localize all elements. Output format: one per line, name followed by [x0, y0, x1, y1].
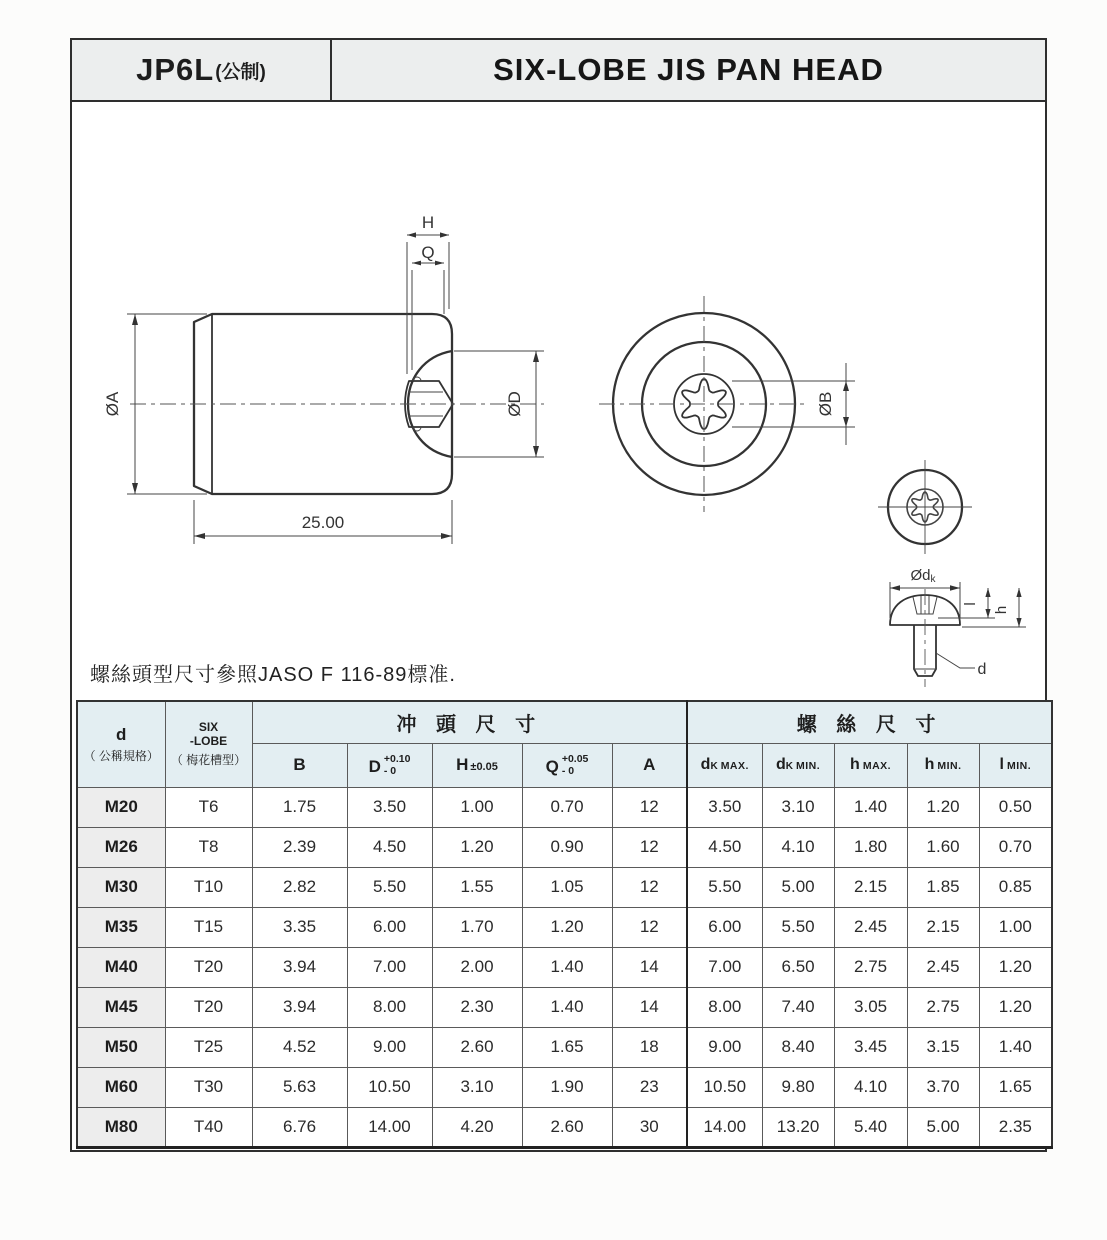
- product-code-cell: [72, 40, 332, 100]
- dim-l: l: [962, 602, 979, 606]
- cell-h-min: 1.85: [907, 867, 979, 907]
- table-row: [77, 787, 1052, 827]
- cell-Q: 1.05: [522, 867, 612, 907]
- cell-Q: 1.90: [522, 1067, 612, 1107]
- dim-dia-d: ØD: [505, 391, 524, 417]
- table-row: [77, 947, 1052, 987]
- cell-h-min: 1.60: [907, 827, 979, 867]
- col-header-dk-min: dK MIN.: [762, 743, 834, 787]
- cell-nominal-size: M80: [77, 1107, 165, 1147]
- cell-h-max: 1.40: [834, 787, 907, 827]
- cell-A: 12: [612, 907, 687, 947]
- dim-h-small: h: [993, 605, 1010, 615]
- cell-h-min: 2.15: [907, 907, 979, 947]
- screw-detail: [878, 460, 1026, 687]
- cell-lobe-size: T40: [165, 1107, 252, 1147]
- cell-b: 3.94: [252, 987, 347, 1027]
- cell-A: 23: [612, 1067, 687, 1107]
- cell-nominal-size: M60: [77, 1067, 165, 1107]
- col-header-A: A: [612, 743, 687, 787]
- cell-lobe-size: T8: [165, 827, 252, 867]
- cell-A: 14: [612, 987, 687, 1027]
- cell-D: 5.50: [347, 867, 432, 907]
- cell-dk-min: 5.50: [762, 907, 834, 947]
- cell-l-min: 1.00: [979, 907, 1052, 947]
- cell-D: 6.00: [347, 907, 432, 947]
- cell-h-min: 3.15: [907, 1027, 979, 1067]
- cell-dk-min: 9.80: [762, 1067, 834, 1107]
- cell-h-max: 5.40: [834, 1107, 907, 1147]
- cell-lobe-size: T15: [165, 907, 252, 947]
- cell-D: 10.50: [347, 1067, 432, 1107]
- cell-h-max: 3.05: [834, 987, 907, 1027]
- cell-dk-max: 5.50: [687, 867, 762, 907]
- cell-l-min: 1.65: [979, 1067, 1052, 1107]
- title-bar: [72, 40, 1045, 102]
- cell-H: 2.60: [432, 1027, 522, 1067]
- cell-b: 5.63: [252, 1067, 347, 1107]
- cell-Q: 1.20: [522, 907, 612, 947]
- cell-b: 6.76: [252, 1107, 347, 1147]
- table-row: [77, 1107, 1052, 1147]
- cell-h-min: 2.45: [907, 947, 979, 987]
- cell-dk-max: 7.00: [687, 947, 762, 987]
- table-row: [77, 867, 1052, 907]
- cell-l-min: 0.85: [979, 867, 1052, 907]
- col-header-D: D +0.10 - 0: [347, 743, 432, 787]
- table-row: [77, 1027, 1052, 1067]
- cell-nominal-size: M45: [77, 987, 165, 1027]
- col-header-dk-max: dK MAX.: [687, 743, 762, 787]
- cell-D: 4.50: [347, 827, 432, 867]
- cell-D: 14.00: [347, 1107, 432, 1147]
- cell-D: 3.50: [347, 787, 432, 827]
- cell-Q: 2.60: [522, 1107, 612, 1147]
- cell-H: 1.00: [432, 787, 522, 827]
- cell-l-min: 2.35: [979, 1107, 1052, 1147]
- cell-H: 2.30: [432, 987, 522, 1027]
- cell-nominal-size: M30: [77, 867, 165, 907]
- cell-h-min: 2.75: [907, 987, 979, 1027]
- cell-H: 2.00: [432, 947, 522, 987]
- product-code: JP6L: [136, 52, 215, 87]
- cell-H: 1.55: [432, 867, 522, 907]
- group-header-screw: 螺 絲 尺 寸: [687, 701, 1052, 743]
- cell-dk-max: 14.00: [687, 1107, 762, 1147]
- cell-H: 4.20: [432, 1107, 522, 1147]
- cell-b: 2.82: [252, 867, 347, 907]
- cell-A: 12: [612, 827, 687, 867]
- cell-b: 1.75: [252, 787, 347, 827]
- col-header-l-min: l MIN.: [979, 743, 1052, 787]
- table-row: [77, 987, 1052, 1027]
- dim-h: H: [421, 213, 435, 232]
- cell-lobe-size: T20: [165, 947, 252, 987]
- cell-l-min: 0.50: [979, 787, 1052, 827]
- cell-h-max: 1.80: [834, 827, 907, 867]
- cell-dk-min: 7.40: [762, 987, 834, 1027]
- cell-D: 9.00: [347, 1027, 432, 1067]
- cell-lobe-size: T6: [165, 787, 252, 827]
- cell-b: 3.94: [252, 947, 347, 987]
- cell-dk-max: 8.00: [687, 987, 762, 1027]
- standard-note: 螺絲頭型尺寸參照JASO F 116-89標准.: [90, 664, 456, 686]
- cell-D: 8.00: [347, 987, 432, 1027]
- technical-drawing: [72, 102, 1045, 699]
- col-header-six-lobe: SIX -LOBE （ 梅花槽型）: [165, 701, 252, 787]
- cell-A: 12: [612, 867, 687, 907]
- cell-lobe-size: T20: [165, 987, 252, 1027]
- cell-A: 30: [612, 1107, 687, 1147]
- cell-A: 14: [612, 947, 687, 987]
- cell-Q: 0.70: [522, 787, 612, 827]
- cell-h-max: 2.45: [834, 907, 907, 947]
- cell-Q: 1.40: [522, 987, 612, 1027]
- cell-h-max: 3.45: [834, 1027, 907, 1067]
- punch-side-view: [103, 213, 544, 544]
- cell-h-min: 5.00: [907, 1107, 979, 1147]
- cell-b: 2.39: [252, 827, 347, 867]
- dim-q: Q: [421, 243, 435, 262]
- content-frame: [70, 38, 1047, 1152]
- cell-h-max: 4.10: [834, 1067, 907, 1107]
- page-title: SIX-LOBE JIS PAN HEAD: [493, 52, 884, 87]
- col-header-h-min: h MIN.: [907, 743, 979, 787]
- cell-lobe-size: T10: [165, 867, 252, 907]
- cell-nominal-size: M26: [77, 827, 165, 867]
- cell-l-min: 1.20: [979, 947, 1052, 987]
- dim-dia-b: ØB: [816, 391, 835, 417]
- cell-lobe-size: T30: [165, 1067, 252, 1107]
- cell-dk-max: 9.00: [687, 1027, 762, 1067]
- cell-nominal-size: M35: [77, 907, 165, 947]
- cell-dk-min: 13.20: [762, 1107, 834, 1147]
- cell-A: 12: [612, 787, 687, 827]
- cell-h-max: 2.15: [834, 867, 907, 907]
- col-header-Q: Q +0.05 - 0: [522, 743, 612, 787]
- group-header-punch: 冲 頭 尺 寸: [252, 701, 687, 743]
- cell-H: 1.20: [432, 827, 522, 867]
- cell-dk-min: 6.50: [762, 947, 834, 987]
- cell-b: 3.35: [252, 907, 347, 947]
- table-row: [77, 907, 1052, 947]
- cell-dk-min: 8.40: [762, 1027, 834, 1067]
- cell-l-min: 1.20: [979, 987, 1052, 1027]
- cell-D: 7.00: [347, 947, 432, 987]
- dim-punch-length: 25.00: [301, 513, 345, 532]
- col-header-b: B: [252, 743, 347, 787]
- cell-nominal-size: M50: [77, 1027, 165, 1067]
- cell-dk-min: 5.00: [762, 867, 834, 907]
- spec-table: [76, 700, 1053, 1149]
- cell-H: 1.70: [432, 907, 522, 947]
- cell-lobe-size: T25: [165, 1027, 252, 1067]
- cell-H: 3.10: [432, 1067, 522, 1107]
- cell-nominal-size: M20: [77, 787, 165, 827]
- cell-h-min: 3.70: [907, 1067, 979, 1107]
- cell-dk-min: 4.10: [762, 827, 834, 867]
- cell-Q: 1.65: [522, 1027, 612, 1067]
- cell-dk-max: 10.50: [687, 1067, 762, 1107]
- table-row: [77, 1067, 1052, 1107]
- cell-dk-min: 3.10: [762, 787, 834, 827]
- dim-d: d: [977, 661, 987, 678]
- dim-dia-a: ØA: [103, 391, 122, 417]
- col-header-h-max: h MAX.: [834, 743, 907, 787]
- cell-A: 18: [612, 1027, 687, 1067]
- cell-dk-max: 4.50: [687, 827, 762, 867]
- cell-l-min: 0.70: [979, 827, 1052, 867]
- cell-l-min: 1.40: [979, 1027, 1052, 1067]
- col-header-H: H ±0.05: [432, 743, 522, 787]
- product-code-suffix: (公制): [215, 61, 266, 83]
- table-row: [77, 827, 1052, 867]
- col-header-d: d （ 公稱規格）: [77, 701, 165, 787]
- cell-nominal-size: M40: [77, 947, 165, 987]
- cell-h-min: 1.20: [907, 787, 979, 827]
- cell-Q: 1.40: [522, 947, 612, 987]
- cell-Q: 0.90: [522, 827, 612, 867]
- cell-dk-max: 6.00: [687, 907, 762, 947]
- cell-h-max: 2.75: [834, 947, 907, 987]
- cell-b: 4.52: [252, 1027, 347, 1067]
- dim-dia-dk: Ødk: [910, 567, 936, 585]
- cell-dk-max: 3.50: [687, 787, 762, 827]
- punch-top-view: [599, 296, 855, 512]
